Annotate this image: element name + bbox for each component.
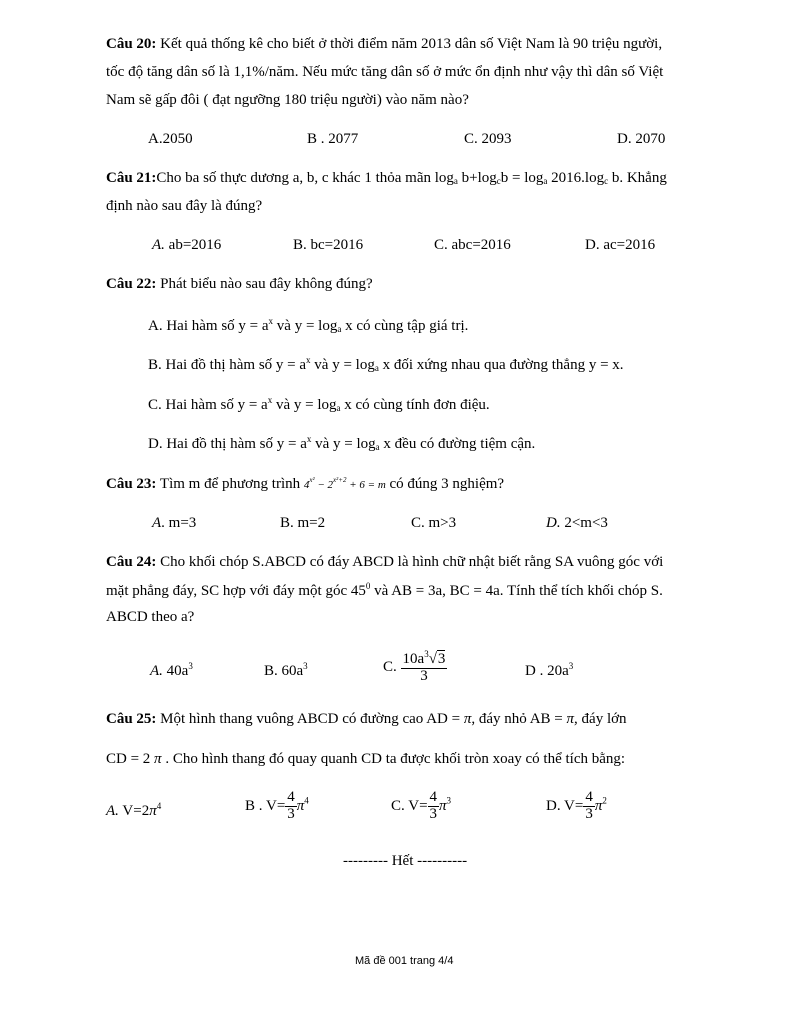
q22-label: Câu 22: <box>106 276 157 292</box>
q22-option-c: C. Hai hàm số $y = a^x$ và $y = \log_a x$ có cùng tính đơn điệu. <box>148 395 490 413</box>
q21-option-b: B. bc=2016 <box>293 237 364 253</box>
q23-option-d: D. 2<m<3 <box>546 515 608 531</box>
q21-line2: định nào sau đây là đúng? <box>106 198 263 214</box>
q21-line1: Câu 21:Cho ba số thực dương a, b, c khác 1 thỏa mãn $\log_a b+\log_cb = \log_a 2016.\log_c$ b. Khẳng <box>106 170 667 186</box>
q24-line2: mặt phẳng đáy, SC hợp với đáy một góc $45^0$ và AB = 3a, BC = 4a. Tính thể tích khối chóp S. <box>106 581 663 599</box>
end-marker: --------- Hết ---------- <box>343 853 468 869</box>
q20-option-a: A.2050 <box>148 131 193 147</box>
q20-option-c: C. 2093 <box>464 131 512 147</box>
q24-line1: Câu 24: Cho khối chóp S.ABCD có đáy ABCD là hình chữ nhật biết rằng SA vuông góc với <box>106 554 664 570</box>
page-footer: Mã đề 001 trang 4/4 <box>355 955 454 967</box>
q23-equation: $4^{x^2} - 2^{x^2+2} + 6 = m$ <box>303 476 386 491</box>
q25-label: Câu 25: <box>106 711 157 727</box>
q24-option-a: A. $40a^3$ <box>150 661 193 679</box>
q22-option-d: D. Hai đồ thị hàm số $y = a^x$ và $y = \log_a x$ đều có đường tiệm cận. <box>148 434 536 452</box>
q25-option-c: C. V= $\frac{4}{3}$ $\pi^3$ <box>391 789 452 822</box>
q21-option-d: D. ac=2016 <box>585 237 656 253</box>
q24-label: Câu 24: <box>106 554 157 570</box>
q25-option-a: A. $V=2\pi^4$ <box>106 801 162 819</box>
q21-option-c: C. abc=2016 <box>434 237 511 253</box>
q24-option-c: C. $\frac{10a^3√3}{3}$ <box>383 649 446 684</box>
q20-line3: Nam sẽ gấp đôi ( đạt ngưỡng 180 triệu người) vào năm nào? <box>106 92 469 108</box>
q24-option-d: D . $20a^3$ <box>525 661 574 679</box>
q22-question: Câu 22: Phát biểu nào sau đây không đúng? <box>106 276 373 292</box>
q20-line1: Câu 20: Kết quả thống kê cho biết ở thời điểm năm 2013 dân số Việt Nam là 90 triệu người, <box>106 36 663 52</box>
q24-line3: ABCD theo a? <box>106 609 195 625</box>
q22-option-a: A. Hai hàm số $y = a^x$ và $y = \log_a x$ có cùng tập giá trị. <box>148 316 469 334</box>
q25-line1: Câu 25: Một hình thang vuông ABCD có đường cao AD = π, đáy nhỏ AB = π, đáy lớn <box>106 711 627 727</box>
q23-option-c: C. m>3 <box>411 515 457 531</box>
q25-option-d: D. V= $\frac{4}{3}$ $\pi^2$ <box>546 789 607 822</box>
q22-option-b: B. Hai đồ thị hàm số $y = a^x$ và $y = \log_a x$ đối xứng nhau qua đường thẳng y = x. <box>148 355 624 373</box>
q20-option-d: D. 2070 <box>617 131 666 147</box>
q21-option-a: A. ab=2016 <box>152 237 222 253</box>
q20-option-b: B . 2077 <box>307 131 359 147</box>
q21-label: Câu 21: <box>106 170 157 186</box>
q23-label: Câu 23: <box>106 476 157 492</box>
q25-line2: CD = 2 π . Cho hình thang đó quay quanh CD ta được khối tròn xoay có thể tích bằng: <box>106 751 626 767</box>
q25-option-b: B . V= $\frac{4}{3}$ $\pi^4$ <box>245 789 309 822</box>
q23-question: Câu 23: Tìm m để phương trình $4^{x^2} - 2^{x^2+2} + 6 = m$ có đúng 3 nghiệm? <box>106 476 505 492</box>
q20-line2: tốc độ tăng dân số là 1,1%/năm. Nếu mức tăng dân số ở mức ổn định như vậy thì dân số Việt <box>106 64 664 80</box>
q24-option-b: B. $60a^3$ <box>264 661 308 679</box>
q23-option-b: B. m=2 <box>280 515 326 531</box>
q23-option-a: A. m=3 <box>152 515 197 531</box>
q20-label: Câu 20: <box>106 36 157 52</box>
